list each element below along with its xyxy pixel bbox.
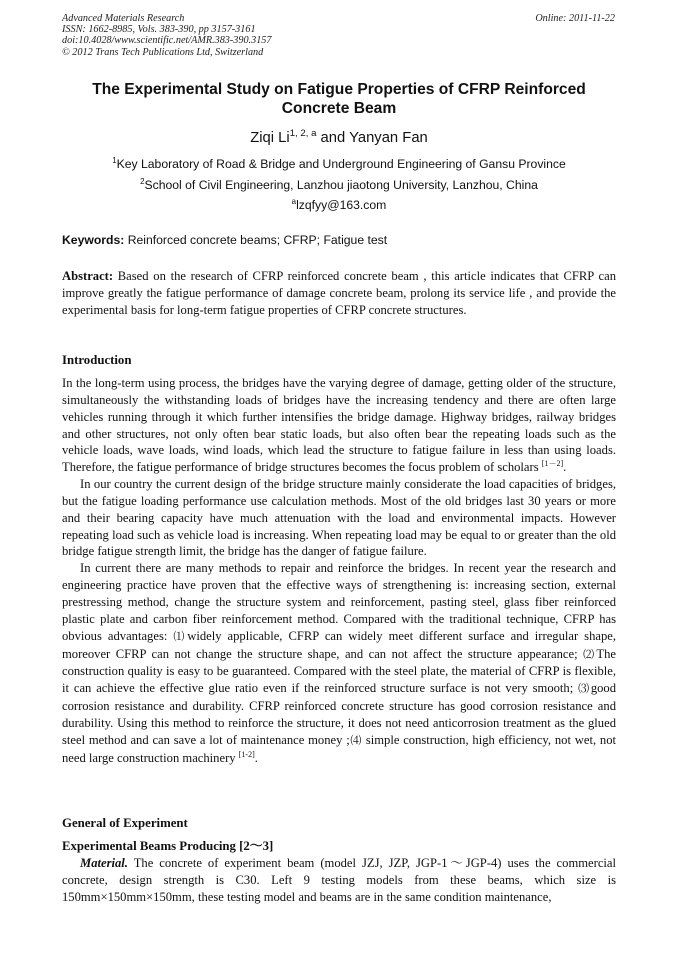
- author-affiliation-marks: 1, 2, a: [289, 128, 317, 140]
- list-marker: ⑴: [173, 630, 188, 643]
- abstract-label: Abstract:: [62, 269, 114, 283]
- journal-name: Advanced Materials Research: [62, 13, 185, 24]
- online-date: Online: 2011-11-22: [535, 13, 615, 24]
- paragraph: In our country the current design of the bridge structure mainly considerate the load capacities of bridges, but the fatigue loading performance use calculation methods. Most of the old bridges last 30 years or more and their bearing capacity have much attenuation with the load and environmental impacts. However repeating load such as vehicle load is increasing. When repeating load may be equal to or greater than the old bridge fatigue strength limit, the bridge has the danger of fatigue failure.: [62, 477, 616, 559]
- list-marker: ⑶: [578, 683, 591, 696]
- material-label: Material.: [80, 856, 128, 870]
- citation[interactable]: [1－2]: [541, 459, 564, 469]
- list-marker: ⑷: [349, 734, 363, 747]
- author-name: Ziqi Li: [250, 130, 290, 146]
- citation[interactable]: [1-2]: [238, 749, 255, 759]
- affiliation-mark: 2: [140, 176, 145, 186]
- keywords: [62, 233, 616, 248]
- email-line: [62, 198, 616, 213]
- email-address[interactable]: lzqfyy@163.com: [296, 198, 387, 212]
- paragraph: [62, 375, 616, 476]
- section-heading-introduction: Introduction: [62, 353, 132, 367]
- section-heading-general: General of Experiment: [62, 816, 188, 830]
- abstract: [62, 268, 616, 319]
- paper-title: The Experimental Study on Fatigue Properties of CFRP Reinforced Concrete Beam: [92, 81, 586, 117]
- punctuation: .: [254, 750, 258, 765]
- paragraph-text: widely applicable, CFRP can widely meet different surface and irregular shape, moreover CFRP can not change the structure shape, and can not affect the structure appearance;: [62, 628, 617, 661]
- paragraph-text: In current there are many methods to repair and reinforce the bridges. In recent year the research and engineering practice have proven that the effective ways of strengthening is: increasing section, external prestressing method, change the structure system and reinforcement, pasting steel, glass fiber reinforced plastic plate and carbon fiber reinforcement method. Compared with the traditional technique, CFRP has obvious advantages:: [62, 561, 616, 643]
- affiliation-1: [62, 157, 616, 172]
- material-paragraph: [62, 855, 616, 906]
- paragraph-text: good corrosion resistance and durability. CFRP reinforced concrete structure has good corrosion resistance and durability. Using this method to reinforce the structure, it does not need anticorrosion treatment as the glued steel method and can save a lot of maintenance money ;: [62, 681, 616, 747]
- abstract-text: Based on the research of CFRP reinforced concrete beam , this article indicates that CFRP can improve greatly the fatigue performance of damage concrete beam, prolong its service life , and provide the experimental basis for long-term fatigue properties of CFRP concrete structures.: [62, 269, 616, 317]
- keywords-label: Keywords:: [62, 233, 125, 247]
- paragraph-text: simple construction, high efficiency, not wet, not need large construction machinery: [62, 732, 616, 765]
- keywords-text: Reinforced concrete beams; CFRP; Fatigue test: [124, 233, 388, 247]
- paragraph-text: The concrete of experiment beam (model JZJ, JZP, JGP-1～JGP-4) uses the commercial concrete, design strength is C30. Left 9 testing models from these beams, which size is 150mm×150mm×150mm, these testing model and beams are in the same condition maintenance,: [62, 856, 616, 904]
- doi-line[interactable]: doi:10.4028/www.scientific.net/AMR.383-390.3157: [62, 35, 272, 47]
- list-marker: ⑵: [583, 648, 597, 661]
- punctuation: .: [563, 460, 567, 475]
- author-connector: and: [316, 130, 350, 146]
- author-line: [62, 129, 616, 147]
- issn-line: ISSN: 1662-8985, Vols. 383-390, pp 3157-3161: [62, 24, 256, 36]
- affiliation-text: Key Laboratory of Road & Bridge and Underground Engineering of Gansu Province: [116, 157, 566, 171]
- introduction-body: [62, 375, 616, 766]
- subsection-heading-beams: Experimental Beams Producing [2～3]: [62, 839, 274, 853]
- paragraph-text: The construction quality is easy to be guaranteed. Compared with the steel plate, the material of CFRP is flexible, it can achieve the effective glue ratio even if the reinforced structure surface is not very smooth;: [62, 646, 616, 696]
- affiliation-2: [62, 178, 616, 193]
- journal-header: [62, 13, 271, 58]
- affiliation-text: School of Civil Engineering, Lanzhou jiaotong University, Lanzhou, China: [144, 178, 538, 192]
- paragraph: [62, 560, 616, 766]
- email-mark: a: [291, 196, 297, 206]
- author-name: Yanyan Fan: [349, 130, 428, 146]
- copyright-line: © 2012 Trans Tech Publications Ltd, Switzerland: [62, 46, 264, 58]
- paragraph-text: In the long-term using process, the bridges have the varying degree of damage, getting older of the structure, simultaneously the withstanding loads of bridges have the increasing tendency and there are often large vehicles running through it which further intensifies the bridge damage. Highway bridges, railway bridges and other structures, not only often bear static loads, but also often bear the repeating loads such as the vehicle loads, wave loads, wind loads, which lead the structure to fatigue failure in less than using loads. Therefore, the fatigue performance of bridge structures becomes the focus problem of scholars: [62, 376, 616, 475]
- affiliation-mark: 1: [112, 155, 117, 165]
